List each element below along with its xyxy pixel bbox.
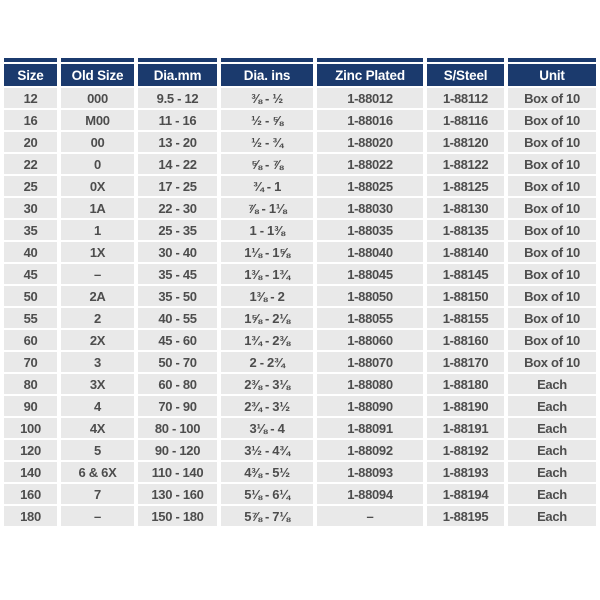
cell-size: 35: [4, 220, 57, 240]
table-row: [4, 88, 596, 108]
size-reference-table: [0, 56, 600, 528]
cell-s-steel: 1-88170: [427, 352, 504, 372]
cell-old-size: 1A: [61, 198, 134, 218]
header-accent-segment: [61, 58, 134, 62]
cell-unit: Each: [508, 484, 596, 504]
cell-dia-ins: 1⅝ - 2⅛: [221, 308, 313, 328]
cell-s-steel: 1-88122: [427, 154, 504, 174]
cell-dia-ins: 3⅛ - 4: [221, 418, 313, 438]
cell-dia-ins: 1⅛ - 1⅝: [221, 242, 313, 262]
cell-zinc-plated: 1-88012: [317, 88, 423, 108]
cell-dia-mm: 40 - 55: [138, 308, 217, 328]
column-header-zinc-plated: Zinc Plated: [317, 64, 423, 86]
cell-unit: Box of 10: [508, 220, 596, 240]
cell-old-size: 4: [61, 396, 134, 416]
cell-size: 80: [4, 374, 57, 394]
cell-dia-ins: 2⅜ - 3⅛: [221, 374, 313, 394]
cell-s-steel: 1-88180: [427, 374, 504, 394]
cell-dia-mm: 130 - 160: [138, 484, 217, 504]
cell-zinc-plated: 1-88030: [317, 198, 423, 218]
cell-old-size: 3: [61, 352, 134, 372]
cell-unit: Each: [508, 440, 596, 460]
header-accent-segment: [221, 58, 313, 62]
cell-zinc-plated: 1-88090: [317, 396, 423, 416]
cell-unit: Each: [508, 506, 596, 526]
table-row: [4, 418, 596, 438]
table-row: [4, 286, 596, 306]
cell-old-size: 3X: [61, 374, 134, 394]
column-header-s-steel: S/Steel: [427, 64, 504, 86]
cell-size: 30: [4, 198, 57, 218]
table-row: [4, 264, 596, 284]
cell-s-steel: 1-88160: [427, 330, 504, 350]
cell-size: 50: [4, 286, 57, 306]
header-accent-segment: [138, 58, 217, 62]
cell-dia-ins: 4⅜ - 5½: [221, 462, 313, 482]
cell-zinc-plated: 1-88050: [317, 286, 423, 306]
cell-size: 45: [4, 264, 57, 284]
cell-old-size: 2X: [61, 330, 134, 350]
cell-unit: Box of 10: [508, 154, 596, 174]
cell-dia-mm: 11 - 16: [138, 110, 217, 130]
cell-unit: Each: [508, 374, 596, 394]
cell-zinc-plated: 1-88092: [317, 440, 423, 460]
cell-s-steel: 1-88130: [427, 198, 504, 218]
cell-old-size: 6 & 6X: [61, 462, 134, 482]
header-accent-segment: [4, 58, 57, 62]
cell-dia-ins: ⅞ - 1⅛: [221, 198, 313, 218]
header-accent-bar: [4, 58, 596, 62]
table-row: [4, 330, 596, 350]
cell-old-size: 1: [61, 220, 134, 240]
cell-dia-mm: 13 - 20: [138, 132, 217, 152]
cell-s-steel: 1-88135: [427, 220, 504, 240]
cell-dia-ins: 3½ - 4¾: [221, 440, 313, 460]
cell-zinc-plated: 1-88025: [317, 176, 423, 196]
cell-size: 12: [4, 88, 57, 108]
cell-size: 60: [4, 330, 57, 350]
cell-zinc-plated: 1-88093: [317, 462, 423, 482]
cell-old-size: 5: [61, 440, 134, 460]
cell-old-size: 000: [61, 88, 134, 108]
cell-size: 40: [4, 242, 57, 262]
cell-size: 55: [4, 308, 57, 328]
cell-old-size: 1X: [61, 242, 134, 262]
cell-unit: Box of 10: [508, 330, 596, 350]
cell-dia-mm: 45 - 60: [138, 330, 217, 350]
column-header-dia-ins: Dia. ins: [221, 64, 313, 86]
cell-dia-mm: 60 - 80: [138, 374, 217, 394]
table-row: [4, 110, 596, 130]
header-accent-segment: [317, 58, 423, 62]
cell-s-steel: 1-88145: [427, 264, 504, 284]
cell-zinc-plated: 1-88080: [317, 374, 423, 394]
header-row: [4, 64, 596, 86]
cell-dia-ins: ⅜ - ½: [221, 88, 313, 108]
cell-size: 25: [4, 176, 57, 196]
cell-unit: Box of 10: [508, 286, 596, 306]
cell-size: 16: [4, 110, 57, 130]
column-header-dia-mm: Dia.mm: [138, 64, 217, 86]
cell-dia-ins: ½ - ¾: [221, 132, 313, 152]
cell-dia-mm: 90 - 120: [138, 440, 217, 460]
cell-dia-ins: ¾ - 1: [221, 176, 313, 196]
cell-unit: Box of 10: [508, 308, 596, 328]
cell-zinc-plated: 1-88094: [317, 484, 423, 504]
cell-old-size: M00: [61, 110, 134, 130]
cell-old-size: 2: [61, 308, 134, 328]
cell-size: 20: [4, 132, 57, 152]
cell-dia-mm: 110 - 140: [138, 462, 217, 482]
cell-s-steel: 1-88190: [427, 396, 504, 416]
cell-dia-mm: 22 - 30: [138, 198, 217, 218]
cell-zinc-plated: 1-88070: [317, 352, 423, 372]
cell-s-steel: 1-88150: [427, 286, 504, 306]
table-row: [4, 132, 596, 152]
cell-dia-mm: 25 - 35: [138, 220, 217, 240]
cell-dia-mm: 30 - 40: [138, 242, 217, 262]
table-row: [4, 374, 596, 394]
table-body: [4, 88, 596, 526]
cell-unit: Box of 10: [508, 242, 596, 262]
cell-dia-ins: 1¾ - 2⅜: [221, 330, 313, 350]
cell-dia-mm: 35 - 50: [138, 286, 217, 306]
cell-s-steel: 1-88192: [427, 440, 504, 460]
cell-dia-mm: 17 - 25: [138, 176, 217, 196]
table-row: [4, 220, 596, 240]
table-row: [4, 506, 596, 526]
cell-s-steel: 1-88193: [427, 462, 504, 482]
cell-s-steel: 1-88112: [427, 88, 504, 108]
cell-zinc-plated: 1-88045: [317, 264, 423, 284]
table-row: [4, 308, 596, 328]
column-header-old-size: Old Size: [61, 64, 134, 86]
cell-old-size: –: [61, 506, 134, 526]
cell-zinc-plated: 1-88040: [317, 242, 423, 262]
cell-size: 90: [4, 396, 57, 416]
cell-dia-mm: 80 - 100: [138, 418, 217, 438]
cell-size: 140: [4, 462, 57, 482]
cell-zinc-plated: 1-88035: [317, 220, 423, 240]
cell-s-steel: 1-88195: [427, 506, 504, 526]
cell-size: 160: [4, 484, 57, 504]
table-row: [4, 242, 596, 262]
table-row: [4, 440, 596, 460]
column-header-size: Size: [4, 64, 57, 86]
cell-s-steel: 1-88116: [427, 110, 504, 130]
cell-unit: Box of 10: [508, 198, 596, 218]
cell-s-steel: 1-88125: [427, 176, 504, 196]
cell-size: 22: [4, 154, 57, 174]
cell-dia-ins: ⅝ - ⅞: [221, 154, 313, 174]
cell-old-size: 00: [61, 132, 134, 152]
cell-dia-ins: ½ - ⅝: [221, 110, 313, 130]
cell-unit: Each: [508, 396, 596, 416]
cell-dia-mm: 150 - 180: [138, 506, 217, 526]
cell-old-size: 2A: [61, 286, 134, 306]
cell-zinc-plated: 1-88016: [317, 110, 423, 130]
cell-dia-mm: 70 - 90: [138, 396, 217, 416]
cell-unit: Each: [508, 418, 596, 438]
cell-zinc-plated: –: [317, 506, 423, 526]
header-accent-segment: [508, 58, 596, 62]
cell-dia-mm: 50 - 70: [138, 352, 217, 372]
cell-dia-mm: 35 - 45: [138, 264, 217, 284]
table-row: [4, 154, 596, 174]
header-accent-segment: [427, 58, 504, 62]
cell-dia-ins: 2¾ - 3½: [221, 396, 313, 416]
table-row: [4, 484, 596, 504]
table-row: [4, 462, 596, 482]
cell-old-size: 0: [61, 154, 134, 174]
cell-zinc-plated: 1-88055: [317, 308, 423, 328]
cell-old-size: –: [61, 264, 134, 284]
cell-unit: Box of 10: [508, 264, 596, 284]
cell-zinc-plated: 1-88022: [317, 154, 423, 174]
cell-unit: Box of 10: [508, 352, 596, 372]
cell-unit: Box of 10: [508, 132, 596, 152]
cell-unit: Each: [508, 462, 596, 482]
cell-s-steel: 1-88120: [427, 132, 504, 152]
cell-dia-ins: 1 - 1⅜: [221, 220, 313, 240]
table-row: [4, 396, 596, 416]
cell-old-size: 7: [61, 484, 134, 504]
cell-size: 100: [4, 418, 57, 438]
cell-size: 180: [4, 506, 57, 526]
cell-zinc-plated: 1-88060: [317, 330, 423, 350]
table-row: [4, 176, 596, 196]
cell-old-size: 0X: [61, 176, 134, 196]
cell-unit: Box of 10: [508, 88, 596, 108]
cell-dia-ins: 2 - 2¾: [221, 352, 313, 372]
cell-zinc-plated: 1-88020: [317, 132, 423, 152]
cell-s-steel: 1-88140: [427, 242, 504, 262]
cell-dia-ins: 5⅛ - 6¼: [221, 484, 313, 504]
cell-size: 120: [4, 440, 57, 460]
cell-zinc-plated: 1-88091: [317, 418, 423, 438]
cell-dia-ins: 1⅜ - 2: [221, 286, 313, 306]
cell-s-steel: 1-88191: [427, 418, 504, 438]
cell-s-steel: 1-88155: [427, 308, 504, 328]
table-row: [4, 352, 596, 372]
cell-s-steel: 1-88194: [427, 484, 504, 504]
cell-dia-mm: 9.5 - 12: [138, 88, 217, 108]
cell-unit: Box of 10: [508, 110, 596, 130]
cell-unit: Box of 10: [508, 176, 596, 196]
cell-dia-ins: 5⅞ - 7⅛: [221, 506, 313, 526]
table-row: [4, 198, 596, 218]
column-header-unit: Unit: [508, 64, 596, 86]
cell-size: 70: [4, 352, 57, 372]
cell-old-size: 4X: [61, 418, 134, 438]
cell-dia-ins: 1⅜ - 1¾: [221, 264, 313, 284]
cell-dia-mm: 14 - 22: [138, 154, 217, 174]
